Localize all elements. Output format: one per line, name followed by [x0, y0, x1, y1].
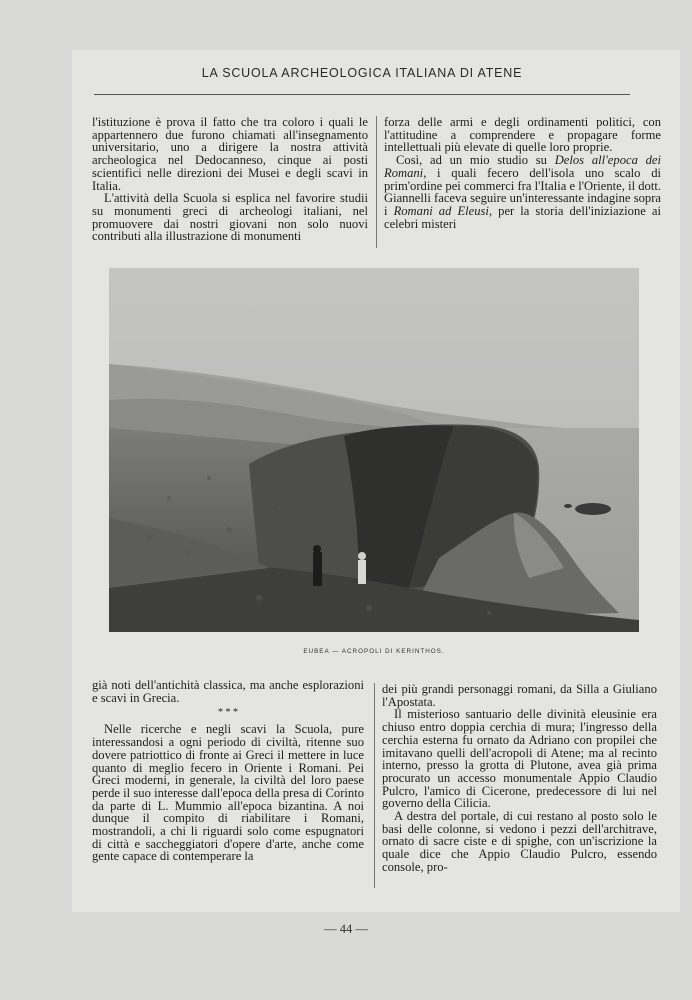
italic-title: Delos all'epoca dei Romani [384, 153, 661, 180]
paragraph: A destra del portale, di cui restano al posto solo le basi delle colonne, si vedono i pezzi dell'architrave, ornato di sacre ciste e di spighe, con un'iscrizione la quale dice che Appio Claudio Pulcro, essendo console, pro- [382, 809, 657, 874]
paragraph: già noti dell'antichità classica, ma anche esplorazioni e scavi in Grecia. [92, 678, 364, 705]
paragraph: forza delle armi e degli ordinamenti politici, con l'attitudine a comprendere e propagare forme intellettuali più elevate di quelle loro proprie. [384, 115, 661, 155]
text-run: , per la storia dell'iniziazione ai celebri misteri [384, 203, 662, 231]
text-run: , i quali fecero dell'isola uno scalo di prim'ordine pei commerci fra l'Italia e l'Oriente, il dott. Giannelli faceva seguire un'interessante indagine sopra i [384, 165, 661, 218]
top-left-column [92, 116, 368, 243]
page-number: — 44 — [324, 922, 368, 936]
paragraph: L'attività della Scuola si esplica nel favorire studii su monumenti greci di archeologi italiani, nel promuovere dai nostri giovani non solo nuovi contributi alla illustrazione di monumenti [92, 191, 368, 244]
photo-caption: EUBEA — ACROPOLI DI KERINTHOS. [303, 648, 445, 655]
bottom-right-column [382, 683, 657, 874]
paragraph: dei più grandi personaggi romani, da Silla a Giuliano l'Apostata. [382, 682, 657, 709]
paragraph: l'istituzione è prova il fatto che tra coloro i quali le appartennero due furono chiamati all'insegnamento universitario, uno a dirigere la nostra attività archeologica nel Dedocanneso, cinque ai posti scientifici nelle direzioni dei Musei e degli scavi in Italia. [92, 115, 368, 193]
photo-illustration [109, 268, 639, 632]
text-run: Così, ad un mio studio su [396, 153, 555, 168]
paragraph [384, 154, 661, 230]
column-divider [376, 116, 377, 248]
section-stars: * * * [218, 707, 238, 719]
paragraph: Il misterioso santuario delle divinità eleusinie era chiuso entro doppia cerchia di mura; l'ingresso della cerchia esterna fu ornato da Adriano con propilei che imitavano quelli dell'acropoli di Atene; ma al recinto interno, presso la grotta di Plutone, avea già prima procurato un accesso monumentale Appio Claudio Pulcro, l'amico di Cicerone, predecessore di lui nel governo della Cilicia. [382, 707, 657, 811]
paragraph: Nelle ricerche e negli scavi la Scuola, pure interessandosi a ogni periodo di civiltà, ritenne suo dovere patriottico di fronte ai Greci il mettere in luce quanto di meglio fecero in Oriente i Romani. Pei Greci moderni, in generale, la civiltà del loro paese perde il suo interesse dall'epoca della presa di Corinto da parte di L. Mummio all'epoca bizantina. A noi dunque il compito di riabilitare i Romani, mostrandoli, a chi li riguardi solo come espugnatori di città e saccheggiatori d'opere d'arte, anche come gente capace di contemperare la [92, 722, 364, 864]
header-rule [94, 94, 630, 95]
bottom-left-column [92, 679, 364, 863]
column-divider [374, 683, 375, 888]
italic-title: Romani ad Eleusi [393, 203, 489, 218]
top-right-column [384, 116, 661, 230]
landscape-photo [109, 268, 639, 632]
running-title: LA SCUOLA ARCHEOLOGICA ITALIANA DI ATENE [201, 66, 523, 80]
